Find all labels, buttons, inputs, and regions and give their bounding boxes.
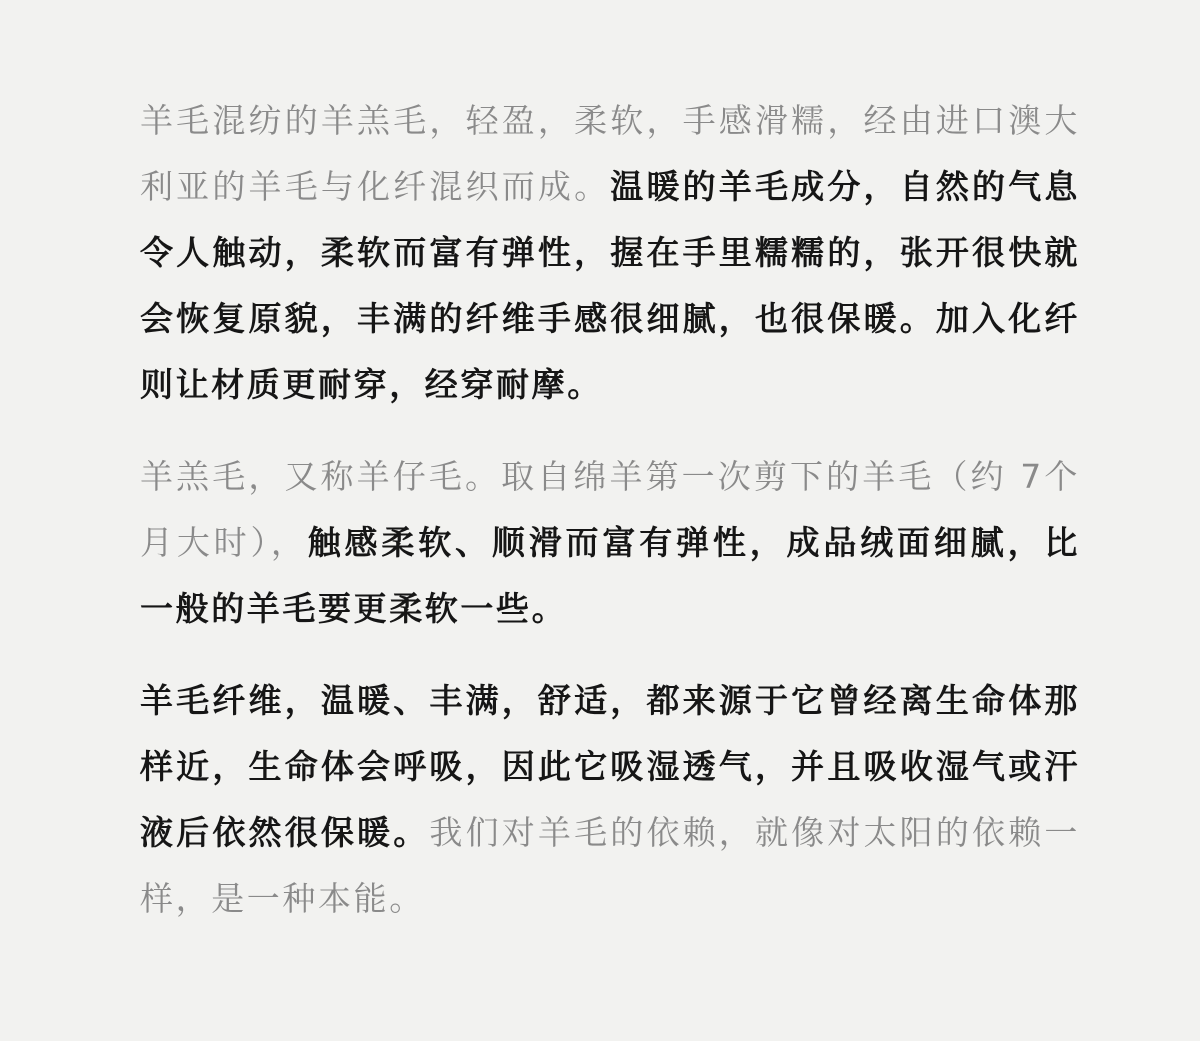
paragraph-2-emphasis-text: 触感柔软、顺滑而富有弹性，成品绒面细腻，比一般的羊毛要更柔软一些。 xyxy=(140,523,1080,628)
paragraph-lambswool xyxy=(140,444,1080,642)
paragraph-3-emphasis-text: 羊毛纤维，温暖、丰满，舒适，都来源于它曾经离生命体那样近，生命体会呼吸，因此它吸湿透气，并且吸收湿气或汗液后依然很保暖。 xyxy=(140,681,1080,852)
paragraph-1-emphasis-text: 温暖的羊毛成分，自然的气息令人触动，柔软而富有弹性，握在手里糯糯的，张开很快就会恢复原貌，丰满的纤维手感很细腻，也很保暖。加入化纤则让材质更耐穿，经穿耐摩。 xyxy=(140,167,1080,404)
paragraph-wool-fiber xyxy=(140,668,1080,932)
article-body xyxy=(140,88,1080,932)
paragraph-3-closing-text: 我们对羊毛的依赖，就像对太阳的依赖一样，是一种本能。 xyxy=(140,813,1080,918)
paragraph-1-intro-text: 羊毛混纺的羊羔毛，轻盈，柔软，手感滑糯，经由进口澳大利亚的羊毛与化纤混织而成。 xyxy=(140,101,1080,206)
paragraph-blended-wool xyxy=(140,88,1080,418)
paragraph-2-intro-text: 羊羔毛，又称羊仔毛。取自绵羊第一次剪下的羊毛（约 7个月大时）， xyxy=(140,457,1080,562)
